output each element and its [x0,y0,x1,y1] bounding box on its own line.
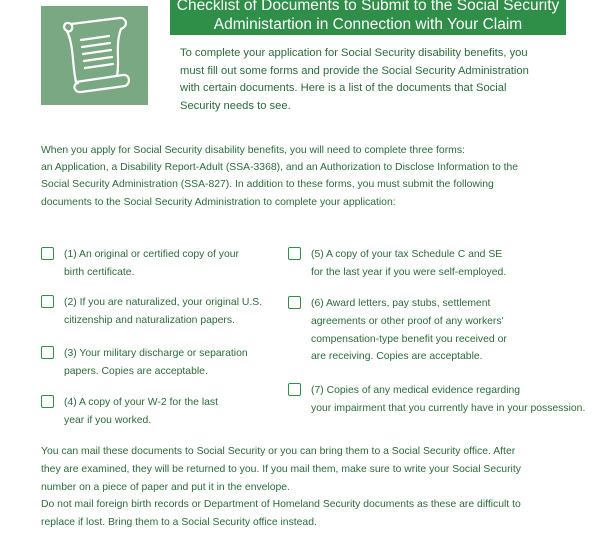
item-line: (1) An original or certified copy of your [64,249,239,260]
item-line: your impairment that you currently have in your possession. [311,402,586,414]
header-title-line-2: Administartion in Connection with Your Claim [213,16,523,33]
item-line: year if you worked. [64,414,152,426]
intro-paragraph [180,45,560,115]
item-line: papers. Copies are acceptable. [64,365,208,377]
item-line: agreements or other proof of any workers' [311,315,504,327]
closing-line: replace if lost. Bring them to a Social Security office instead. [41,517,317,529]
item-line: (3) Your military discharge or separation [64,348,248,359]
checkbox-item-6[interactable] [288,296,301,309]
item-line: citizenship and naturalization papers. [64,314,235,326]
item-line: birth certificate. [64,266,135,278]
header-bar [170,0,566,35]
closing-line: You can mail these documents to Social Security or you can bring them to a Social Security office. After [41,446,516,457]
intro-line: Security needs to see. [180,99,291,112]
intro-line: with certain documents. Here is a list of the documents that Social [180,82,507,95]
closing-paragraph [41,443,561,532]
closing-line: they are examined, they will be returned to you. If you mail them, make sure to write your Social Security [41,463,521,475]
logo-box [41,6,148,105]
item-line: are receiving. Copies are acceptable. [311,351,483,363]
item-line: (7) Copies of any medical evidence regarding [311,385,521,396]
intro-line: must fill out some forms and provide the Social Security Administration [180,64,529,77]
item-line: (4) A copy of your W-2 for the last [64,397,219,408]
main-paragraph [41,142,561,211]
header-title-line-1: Checklist of Documents to Submit to the Social Security [176,0,560,14]
closing-line: number on a piece of paper and put it in the envelope. [41,481,290,493]
intro-line: To complete your application for Social Security disability benefits, you [180,47,528,59]
scroll-icon [41,6,148,105]
checkbox-item-1[interactable] [41,247,54,260]
main-line: When you apply for Social Security disability benefits, you will need to complete three forms: [41,145,465,156]
item-line: (6) Award letters, pay stubs, settlement [311,298,491,309]
checkbox-item-2[interactable] [41,295,54,308]
main-line: an Application, a Disability Report-Adult (SSA-3368), and an Authorization to Disclose Information to the [41,162,519,174]
item-line: (5) A copy of your tax Schedule C and SE [311,249,503,260]
item-line: for the last year if you were self-employed. [311,266,507,278]
main-line: documents to the Social Security Administration to complete your application: [41,196,396,208]
main-line: Social Security Administration (SSA-827). In addition to these forms, you must submit the following [41,179,494,191]
item-line: (2) If you are naturalized, your original U.S. [64,297,263,308]
checkbox-item-3[interactable] [41,346,54,359]
closing-line: Do not mail foreign birth records or Department of Homeland Security documents as these are difficult to [41,499,521,511]
checkbox-item-5[interactable] [288,247,301,260]
item-line: compensation-type benefit you received or [311,333,507,345]
checkbox-item-4[interactable] [41,395,54,408]
checkbox-item-7[interactable] [288,383,301,396]
